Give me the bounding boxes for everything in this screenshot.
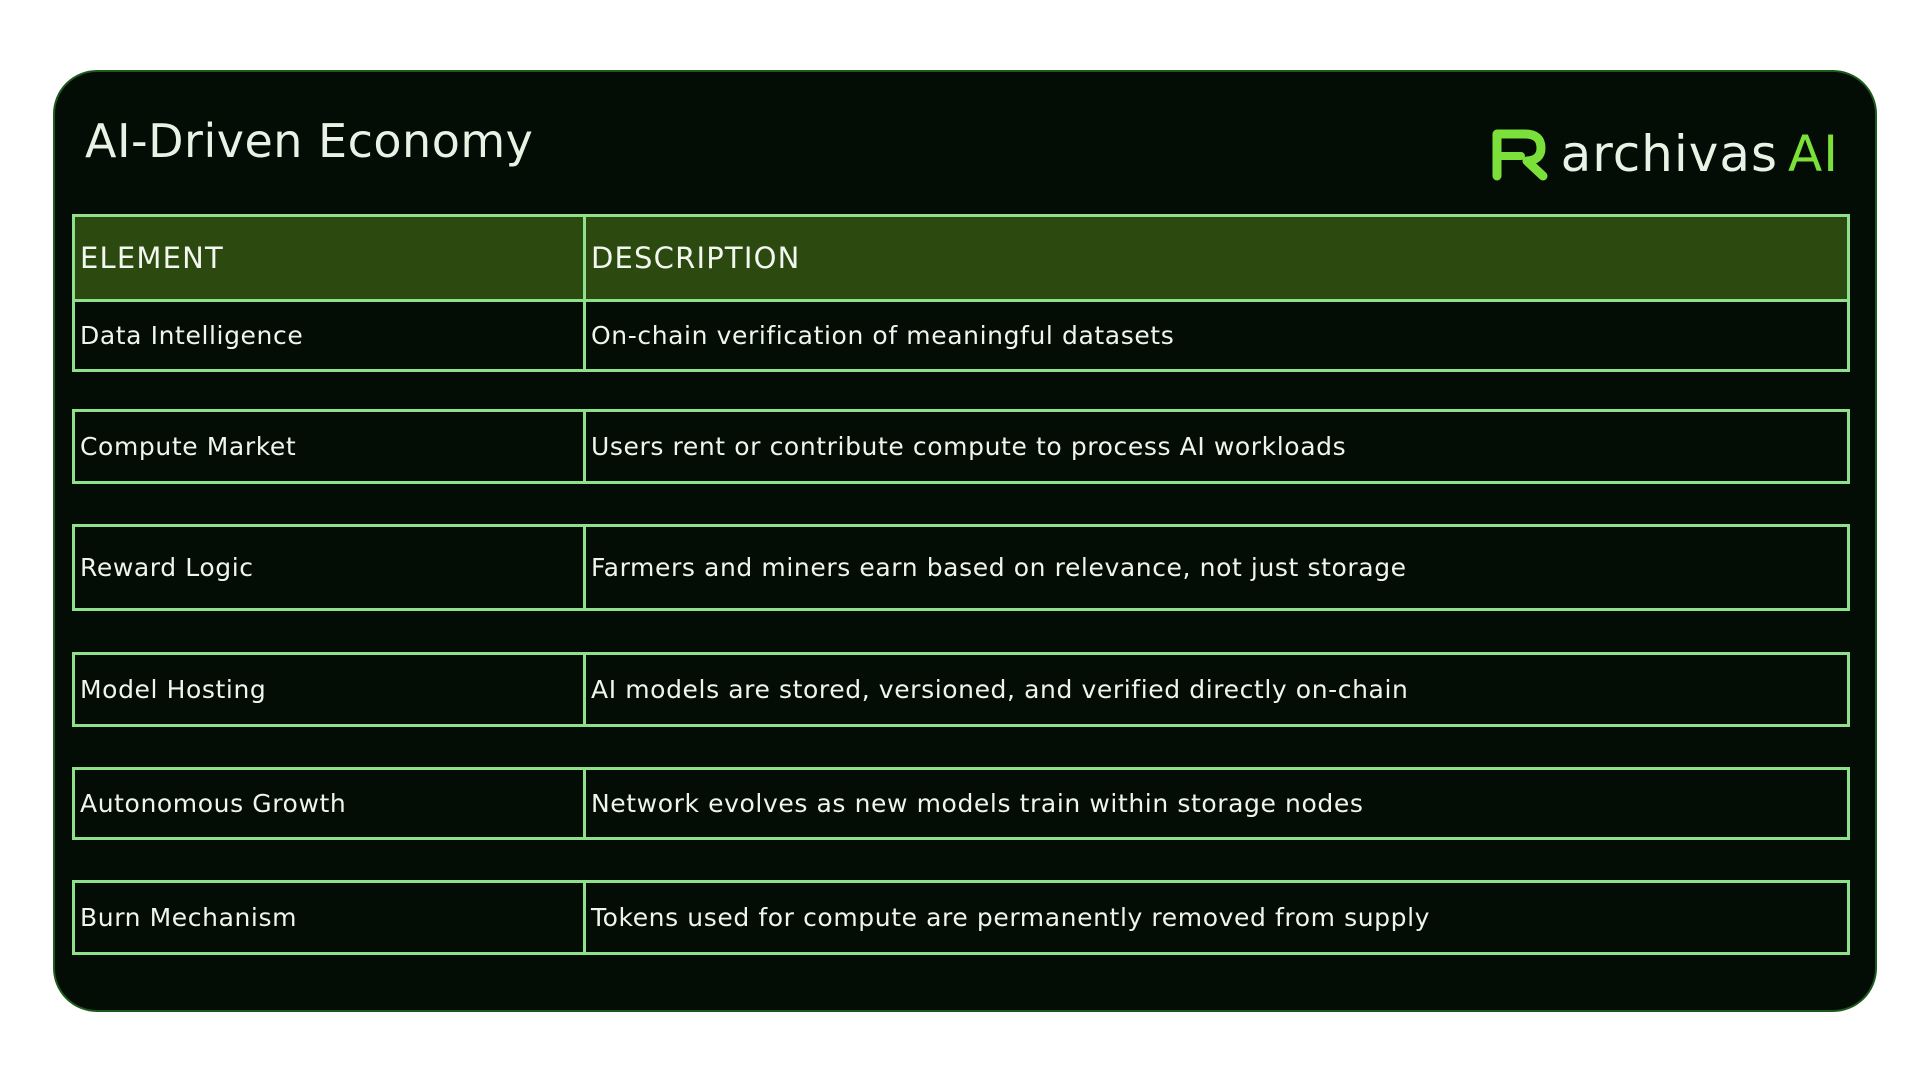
description-cell: AI models are stored, versioned, and verified directly on-chain (591, 675, 1409, 704)
element-cell: Compute Market (75, 412, 586, 481)
element-cell: Burn Mechanism (75, 883, 586, 952)
table-row (72, 880, 1850, 955)
element-cell: Data Intelligence (75, 302, 586, 369)
description-cell: On-chain verification of meaningful datasets (591, 321, 1175, 350)
element-cell: Autonomous Growth (75, 770, 586, 837)
table-row (72, 299, 1850, 372)
description-cell: Tokens used for compute are permanently removed from supply (591, 903, 1431, 932)
header-description: DESCRIPTION (591, 241, 801, 275)
table-row (72, 524, 1850, 611)
table-row (72, 652, 1850, 727)
element-cell: Reward Logic (75, 527, 586, 608)
description-cell: Farmers and miners earn based on relevance, not just storage (591, 553, 1407, 582)
table-row (72, 767, 1850, 840)
table-header-row (72, 214, 1850, 302)
element-cell: Model Hosting (75, 655, 586, 724)
logo-accent: AI (1788, 125, 1839, 183)
table-row (72, 409, 1850, 484)
description-cell: Users rent or contribute compute to process AI workloads (591, 432, 1347, 461)
logo-wordmark: archivas (1560, 125, 1779, 183)
archivas-logo (1491, 124, 1839, 184)
header-element: ELEMENT (75, 217, 586, 299)
r-logo-mark-icon (1491, 126, 1549, 182)
page-title: AI-Driven Economy (85, 114, 534, 168)
description-cell: Network evolves as new models train within storage nodes (591, 789, 1364, 818)
economy-card (53, 70, 1877, 1012)
